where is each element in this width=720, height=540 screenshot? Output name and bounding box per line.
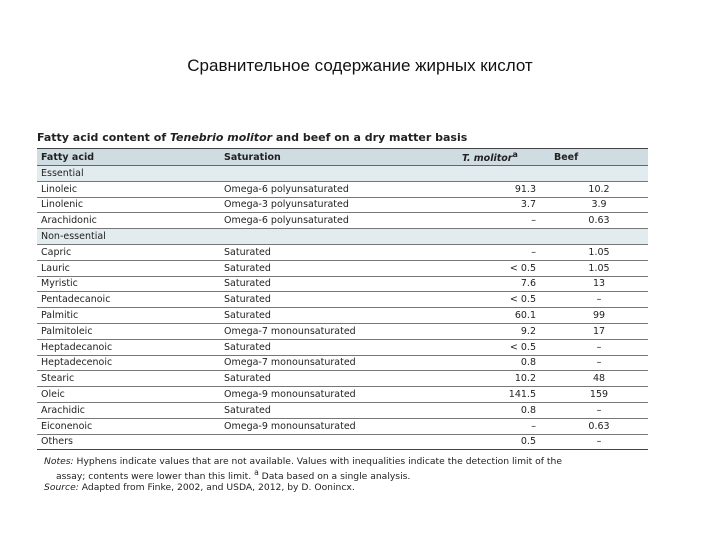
table-section-row — [37, 229, 648, 245]
cell-beef: 1.05 — [550, 260, 648, 276]
cell-t-molitor: – — [458, 213, 550, 229]
cell-beef: 1.05 — [550, 244, 648, 260]
cell-fatty-acid: Heptadecanoic — [37, 339, 220, 355]
notes-line1: Hyphens indicate values that are not available. Values with inequalities indicate the detection limit of the — [73, 456, 562, 467]
source-paragraph — [44, 482, 649, 493]
table-row — [37, 292, 648, 308]
cell-t-molitor: < 0.5 — [458, 260, 550, 276]
cell-t-molitor: 60.1 — [458, 308, 550, 324]
cell-fatty-acid: Palmitic — [37, 308, 220, 324]
cell-fatty-acid: Others — [37, 434, 220, 450]
cell-beef: 17 — [550, 323, 648, 339]
cell-fatty-acid: Linolenic — [37, 197, 220, 213]
cell-fatty-acid: Eiconenoic — [37, 418, 220, 434]
table-row — [37, 244, 648, 260]
cell-beef: – — [550, 402, 648, 418]
cell-saturation: Omega-9 monounsaturated — [220, 387, 458, 403]
cell-t-molitor: 91.3 — [458, 181, 550, 197]
table-notes — [44, 456, 649, 493]
fatty-acid-table — [37, 148, 648, 450]
cell-beef: 10.2 — [550, 181, 648, 197]
cell-beef: 0.63 — [550, 418, 648, 434]
cell-saturation: Saturated — [220, 260, 458, 276]
cell-beef: 3.9 — [550, 197, 648, 213]
table-row — [37, 181, 648, 197]
table-row — [37, 323, 648, 339]
notes-paragraph — [44, 456, 649, 482]
header-saturation: Saturation — [220, 149, 458, 166]
notes-label: Notes: — [44, 456, 74, 467]
cell-t-molitor: 0.5 — [458, 434, 550, 450]
cell-saturation: Omega-7 monounsaturated — [220, 323, 458, 339]
cell-beef: 99 — [550, 308, 648, 324]
cell-saturation: Saturated — [220, 292, 458, 308]
section-label: Essential — [37, 166, 648, 182]
table-row — [37, 371, 648, 387]
cell-t-molitor: – — [458, 244, 550, 260]
notes-line2: assay; contents were lower than this limit. — [56, 471, 255, 483]
caption-species: Tenebrio molitor — [169, 131, 273, 144]
cell-t-molitor: – — [458, 418, 550, 434]
cell-saturation: Saturated — [220, 308, 458, 324]
table-row — [37, 339, 648, 355]
cell-fatty-acid: Stearic — [37, 371, 220, 387]
cell-t-molitor: < 0.5 — [458, 292, 550, 308]
cell-saturation: Omega-6 polyunsaturated — [220, 213, 458, 229]
cell-beef: 0.63 — [550, 213, 648, 229]
table-header-row — [37, 149, 648, 166]
cell-fatty-acid: Myristic — [37, 276, 220, 292]
header-t-molitor — [458, 149, 550, 166]
cell-beef: – — [550, 292, 648, 308]
cell-saturation: Omega-9 monounsaturated — [220, 418, 458, 434]
cell-t-molitor: < 0.5 — [458, 339, 550, 355]
cell-t-molitor: 7.6 — [458, 276, 550, 292]
caption-suffix: and beef on a dry matter basis — [272, 131, 468, 144]
header-fatty-acid: Fatty acid — [37, 149, 220, 166]
table-body — [37, 166, 648, 450]
cell-fatty-acid: Heptadecenoic — [37, 355, 220, 371]
cell-fatty-acid: Lauric — [37, 260, 220, 276]
cell-saturation: Saturated — [220, 371, 458, 387]
cell-fatty-acid: Arachidonic — [37, 213, 220, 229]
header-t-molitor-marker: a — [512, 149, 518, 159]
table-row — [37, 197, 648, 213]
cell-beef: – — [550, 434, 648, 450]
cell-t-molitor: 10.2 — [458, 371, 550, 387]
table-row — [37, 387, 648, 403]
table-row — [37, 434, 648, 450]
source-label: Source: — [44, 482, 79, 494]
notes-marker: a — [254, 468, 259, 477]
header-beef: Beef — [550, 149, 648, 166]
cell-saturation — [220, 434, 458, 450]
cell-saturation: Omega-3 polyunsaturated — [220, 197, 458, 213]
cell-saturation: Saturated — [220, 402, 458, 418]
table-row — [37, 260, 648, 276]
cell-saturation: Saturated — [220, 339, 458, 355]
table-row — [37, 308, 648, 324]
cell-saturation: Saturated — [220, 244, 458, 260]
cell-beef: – — [550, 339, 648, 355]
caption-prefix: Fatty acid content of — [37, 131, 170, 144]
section-label: Non-essential — [37, 229, 648, 245]
cell-t-molitor: 0.8 — [458, 402, 550, 418]
cell-fatty-acid: Arachidic — [37, 402, 220, 418]
cell-beef: 48 — [550, 371, 648, 387]
cell-fatty-acid: Linoleic — [37, 181, 220, 197]
cell-t-molitor: 3.7 — [458, 197, 550, 213]
cell-t-molitor: 9.2 — [458, 323, 550, 339]
table-row — [37, 276, 648, 292]
header-t-molitor-label: T. molitor — [462, 153, 513, 165]
table-row — [37, 402, 648, 418]
cell-beef: 159 — [550, 387, 648, 403]
source-text: Adapted from Finke, 2002, and USDA, 2012, by D. Oonincx. — [78, 482, 355, 494]
table-row — [37, 213, 648, 229]
cell-t-molitor: 0.8 — [458, 355, 550, 371]
table-caption — [37, 131, 467, 144]
cell-fatty-acid: Oleic — [37, 387, 220, 403]
cell-fatty-acid: Pentadecanoic — [37, 292, 220, 308]
table-row — [37, 418, 648, 434]
table-row — [37, 355, 648, 371]
table-section-row — [37, 166, 648, 182]
notes-line2-end: Data based on a single analysis. — [258, 471, 411, 483]
cell-saturation: Omega-7 monounsaturated — [220, 355, 458, 371]
cell-beef: – — [550, 355, 648, 371]
cell-saturation: Omega-6 polyunsaturated — [220, 181, 458, 197]
cell-fatty-acid: Palmitoleic — [37, 323, 220, 339]
notes-continuation — [44, 467, 649, 482]
cell-saturation: Saturated — [220, 276, 458, 292]
cell-t-molitor: 141.5 — [458, 387, 550, 403]
slide-title: Сравнительное содержание жирных кислот — [187, 56, 533, 75]
cell-beef: 13 — [550, 276, 648, 292]
cell-fatty-acid: Capric — [37, 244, 220, 260]
